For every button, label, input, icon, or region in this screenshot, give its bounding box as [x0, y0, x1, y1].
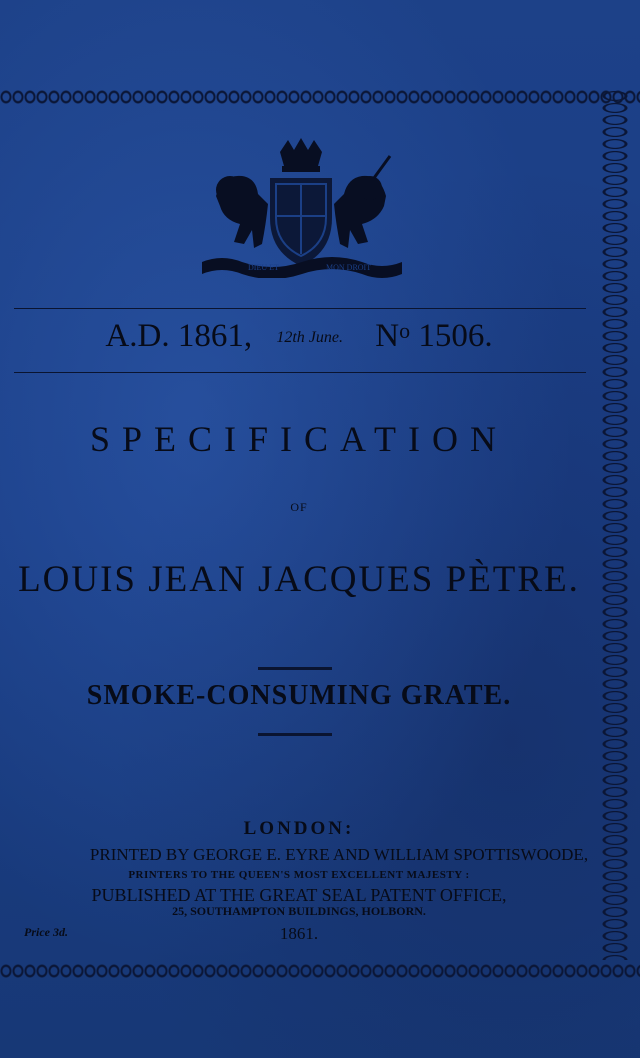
specification-heading: SPECIFICATION — [89, 419, 509, 459]
date: 12th June. — [276, 329, 343, 346]
header-top-rule — [14, 308, 586, 309]
motto-left: DIEU ET — [248, 263, 279, 272]
right-chain-border — [598, 90, 632, 960]
header-bottom-rule — [14, 372, 586, 373]
top-chain-border — [0, 88, 640, 106]
year: 1861, — [177, 318, 253, 354]
number-prefix: N — [375, 318, 400, 354]
imprint-published-at: PUBLISHED AT THE GREAT SEAL PATENT OFFICE, — [91, 885, 507, 905]
inventor-name: LOUIS JEAN JACQUES PÈTRE. — [18, 559, 580, 600]
number-superscript: o — [399, 318, 411, 343]
imprint-city: LONDON: — [243, 818, 355, 839]
invention-subject: SMOKE-CONSUMING GRATE. — [86, 680, 512, 711]
imprint-printed-by: PRINTED BY GEORGE E. EYRE AND WILLIAM SPOTTISWOODE, — [89, 845, 589, 864]
price-label: Price 3d. — [24, 925, 68, 939]
royal-coat-of-arms-icon — [198, 138, 404, 278]
year-prefix: A.D. — [105, 318, 170, 354]
imprint-year: 1861. — [279, 924, 319, 943]
of-label: OF — [290, 500, 308, 514]
motto-right: MON DROIT — [326, 263, 372, 272]
imprint-address: 25, SOUTHAMPTON BUILDINGS, HOLBORN. — [172, 904, 426, 918]
specification-number: 1506. — [418, 318, 493, 354]
imprint-printers-to: PRINTERS TO THE QUEEN'S MOST EXCELLENT MAJESTY : — [128, 869, 470, 881]
subject-bottom-rule — [258, 733, 332, 736]
subject-top-rule — [258, 667, 332, 670]
bottom-chain-border — [0, 962, 640, 980]
date-number-line — [0, 318, 598, 355]
